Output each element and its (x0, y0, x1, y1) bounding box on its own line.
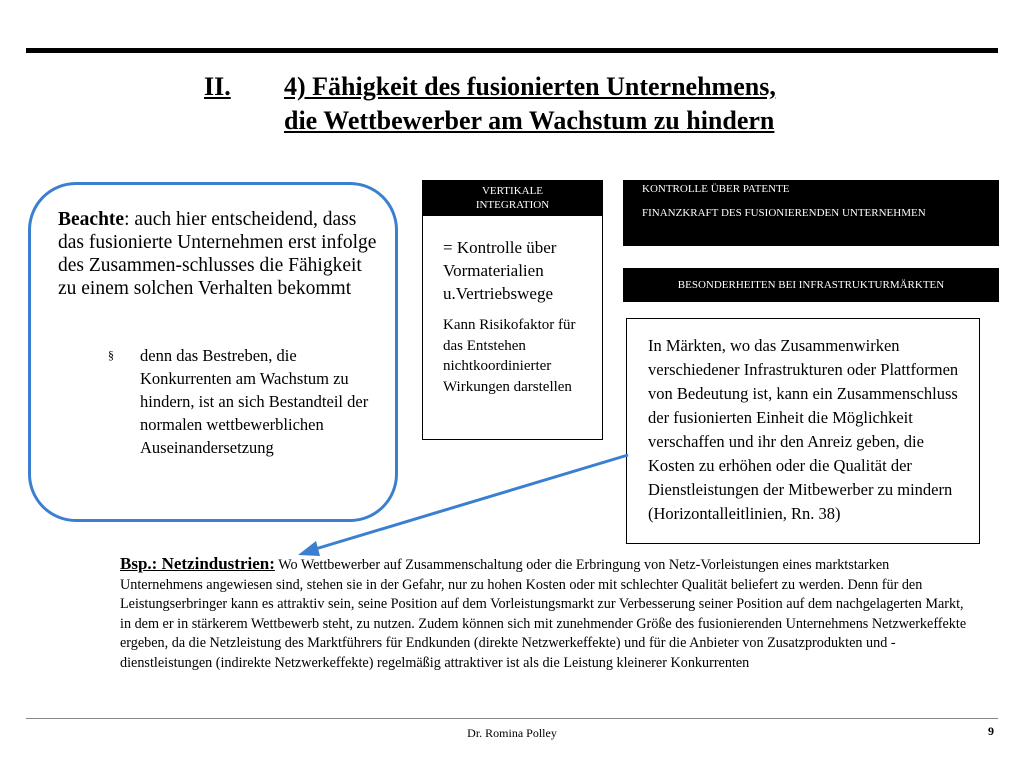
vertical-risk-note: Kann Risikofaktor für das Entstehen nichtkoordinierter Wirkungen darstellen (443, 317, 576, 395)
vertical-definition: = Kontrolle über Vormaterialien u.Vertriebswege (443, 238, 557, 303)
footer-author: Dr. Romina Polley (467, 726, 557, 740)
vertical-header-line-1: VERTIKALE (481, 185, 544, 197)
title-number: II. (204, 72, 231, 101)
example-paragraph (120, 554, 970, 673)
vertical-integration-header (422, 180, 603, 216)
example-text: Wo Wettbewerber auf Zusammenschaltung oder die Erbringung von Netz-Vorleistungen eines marktstarken Unternehmens angewiesen sind, stehen sie in der Gefahr, nur zu hohen Kosten oder mit schlechter Qualität beliefert zu werden. Denn für den Leistungserbringer kann es attraktiv sein, seine Position auf dem Vorleistungsmarkt zur Verbesserung seiner Position auf dem nachgelagerten Markt, in dem er in stärkerem Wettbewerb steht, zu nutzen. Zudem können sich mit zunehmender Größe des fusionierenden Unternehmens Netzwerkeffekte ergeben, da die Netzleistung des Marktführers für Endkunden (direkte Netzwerkeffekte) und für die Anbieter von Zusatzprodukten und -dienstleistungen (indirekte Netzwerkeffekte) regelmäßig attraktiver ist als die Leistung kleinerer Konkurrenten (120, 557, 967, 671)
title-line-1: 4) Fähigkeit des fusionierten Unternehmens, (284, 72, 776, 101)
beachte-label: Beachte (58, 209, 125, 230)
example-label: Bsp.: Netzindustrien: (120, 554, 275, 573)
title-line-2: die Wettbewerber am Wachstum zu hindern (284, 106, 775, 135)
bullet-text: denn das Bestreben, die Konkurrenten am Wachstum zu hindern, ist an sich Bestandteil der normalen wettbewerblichen Auseinandersetzung (140, 346, 369, 457)
patents-line-1: KONTROLLE ÜBER PATENTE (642, 183, 790, 195)
infrastructure-header: BESONDERHEITEN BEI INFRASTRUKTURMÄRKTEN (623, 268, 999, 302)
bullet-marker: § (108, 348, 114, 362)
page-number: 9 (988, 724, 994, 738)
patents-line-2: FINANZKRAFT DES FUSIONIERENDEN UNTERNEHMEN (642, 207, 926, 219)
top-rule (26, 48, 998, 53)
bottom-rule (26, 718, 998, 719)
beachte-text (58, 208, 378, 300)
patents-box (623, 180, 999, 246)
vertical-header-line-2: INTEGRATION (475, 199, 550, 211)
beachte-body: : auch hier entscheidend, dass das fusionierte Unternehmen erst infolge des Zusammen-schlusses die Fähigkeit zu einem solchen Verhalten bekommt (58, 209, 377, 299)
infrastructure-text: In Märkten, wo das Zusammenwirken verschiedener Infrastrukturen oder Plattformen von Bedeutung ist, kann ein Zusammenschluss der fusionierten Einheit die Möglichkeit verschaffen und ihr den Anreiz geben, die Kosten zu erhöhen oder die Qualität der Dienstleistungen der Mitbewerber zu mindern (Horizontalleitlinien, Rn. 38) (648, 336, 959, 523)
